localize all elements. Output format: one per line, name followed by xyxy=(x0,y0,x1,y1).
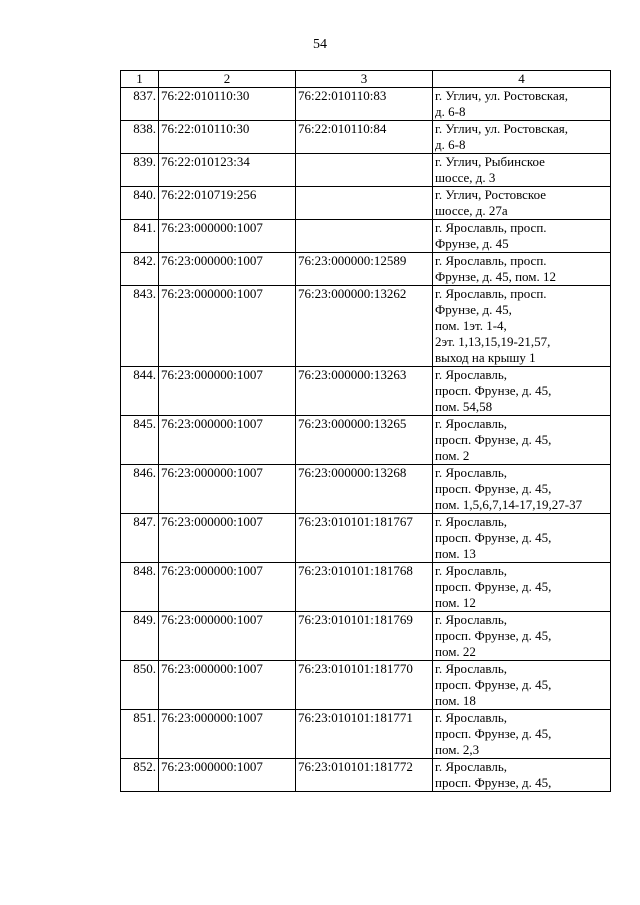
premises-cadastral-number: 76:23:000000:13262 xyxy=(296,286,433,367)
cadastral-number: 76:23:000000:1007 xyxy=(159,661,296,710)
cadastral-number: 76:22:010110:30 xyxy=(159,121,296,154)
header-row xyxy=(121,71,611,88)
row-number: 845. xyxy=(121,416,159,465)
cadastral-number: 76:23:000000:1007 xyxy=(159,710,296,759)
table-row xyxy=(121,710,611,759)
address: г. Ярославль, просп. Фрунзе, д. 45, пом. 2 xyxy=(433,416,611,465)
row-number: 847. xyxy=(121,514,159,563)
address: г. Ярославль, просп. Фрунзе, д. 45, пом. 12 xyxy=(433,253,611,286)
premises-cadastral-number: 76:23:010101:181772 xyxy=(296,759,433,792)
address: г. Ярославль, просп. Фрунзе, д. 45, пом. 22 xyxy=(433,612,611,661)
premises-cadastral-number xyxy=(296,154,433,187)
row-number: 844. xyxy=(121,367,159,416)
row-number: 852. xyxy=(121,759,159,792)
row-number: 849. xyxy=(121,612,159,661)
table-row xyxy=(121,661,611,710)
row-number: 838. xyxy=(121,121,159,154)
row-number: 848. xyxy=(121,563,159,612)
row-number: 846. xyxy=(121,465,159,514)
table-header xyxy=(121,71,611,88)
row-number: 837. xyxy=(121,88,159,121)
address: г. Ярославль, просп. Фрунзе, д. 45, пом. 54,58 xyxy=(433,367,611,416)
table-row xyxy=(121,759,611,792)
row-number: 842. xyxy=(121,253,159,286)
premises-cadastral-number: 76:22:010110:83 xyxy=(296,88,433,121)
cadastral-number: 76:23:000000:1007 xyxy=(159,286,296,367)
table-row xyxy=(121,220,611,253)
row-number: 850. xyxy=(121,661,159,710)
row-number: 839. xyxy=(121,154,159,187)
table-row xyxy=(121,187,611,220)
address: г. Ярославль, просп. Фрунзе, д. 45 xyxy=(433,220,611,253)
premises-cadastral-number: 76:23:010101:181768 xyxy=(296,563,433,612)
address: г. Ярославль, просп. Фрунзе, д. 45, пом. 2,3 xyxy=(433,710,611,759)
cadastral-number: 76:23:000000:1007 xyxy=(159,220,296,253)
premises-cadastral-number: 76:23:000000:12589 xyxy=(296,253,433,286)
row-number: 841. xyxy=(121,220,159,253)
header-col-3: 3 xyxy=(296,71,433,88)
cadastral-number: 76:23:000000:1007 xyxy=(159,367,296,416)
cadastral-number: 76:22:010719:256 xyxy=(159,187,296,220)
header-col-4: 4 xyxy=(433,71,611,88)
table-row xyxy=(121,465,611,514)
cadastral-number: 76:23:000000:1007 xyxy=(159,612,296,661)
header-col-2: 2 xyxy=(159,71,296,88)
address: г. Углич, ул. Ростовская, д. 6-8 xyxy=(433,88,611,121)
address: г. Ярославль, просп. Фрунзе, д. 45, пом. 18 xyxy=(433,661,611,710)
row-number: 851. xyxy=(121,710,159,759)
address: г. Ярославль, просп. Фрунзе, д. 45, пом. 1,5,6,7,14-17,19,27-37 xyxy=(433,465,611,514)
page-number: 54 xyxy=(313,37,327,52)
premises-cadastral-number xyxy=(296,220,433,253)
cadastral-number: 76:23:000000:1007 xyxy=(159,465,296,514)
premises-cadastral-number: 76:23:000000:13263 xyxy=(296,367,433,416)
table-row xyxy=(121,612,611,661)
header-col-1: 1 xyxy=(121,71,159,88)
table-body xyxy=(121,88,611,792)
cadastral-number: 76:23:000000:1007 xyxy=(159,416,296,465)
cadastral-number: 76:22:010110:30 xyxy=(159,88,296,121)
table-row xyxy=(121,121,611,154)
cadastral-number: 76:23:000000:1007 xyxy=(159,514,296,563)
table-row xyxy=(121,416,611,465)
premises-cadastral-number: 76:23:010101:181770 xyxy=(296,661,433,710)
premises-cadastral-number: 76:23:010101:181767 xyxy=(296,514,433,563)
address: г. Ярославль, просп. Фрунзе, д. 45, пом. 12 xyxy=(433,563,611,612)
row-number: 840. xyxy=(121,187,159,220)
address: г. Углич, ул. Ростовская, д. 6-8 xyxy=(433,121,611,154)
premises-cadastral-number: 76:22:010110:84 xyxy=(296,121,433,154)
table-row xyxy=(121,253,611,286)
address: г. Углич, Ростовское шоссе, д. 27а xyxy=(433,187,611,220)
address: г. Ярославль, просп. Фрунзе, д. 45, пом. 1эт. 1-4, 2эт. 1,13,15,19-21,57, выход на крышу 1 xyxy=(433,286,611,367)
table-row xyxy=(121,88,611,121)
table-row xyxy=(121,367,611,416)
table-row xyxy=(121,154,611,187)
address: г. Ярославль, просп. Фрунзе, д. 45, xyxy=(433,759,611,792)
premises-cadastral-number: 76:23:000000:13268 xyxy=(296,465,433,514)
cadastral-number: 76:23:000000:1007 xyxy=(159,563,296,612)
row-number: 843. xyxy=(121,286,159,367)
registry-table xyxy=(120,70,611,792)
cadastral-number: 76:23:000000:1007 xyxy=(159,253,296,286)
premises-cadastral-number: 76:23:000000:13265 xyxy=(296,416,433,465)
address: г. Углич, Рыбинское шоссе, д. 3 xyxy=(433,154,611,187)
table-row xyxy=(121,286,611,367)
address: г. Ярославль, просп. Фрунзе, д. 45, пом. 13 xyxy=(433,514,611,563)
cadastral-number: 76:23:000000:1007 xyxy=(159,759,296,792)
table-row xyxy=(121,514,611,563)
premises-cadastral-number: 76:23:010101:181771 xyxy=(296,710,433,759)
table-row xyxy=(121,563,611,612)
premises-cadastral-number xyxy=(296,187,433,220)
premises-cadastral-number: 76:23:010101:181769 xyxy=(296,612,433,661)
cadastral-number: 76:22:010123:34 xyxy=(159,154,296,187)
